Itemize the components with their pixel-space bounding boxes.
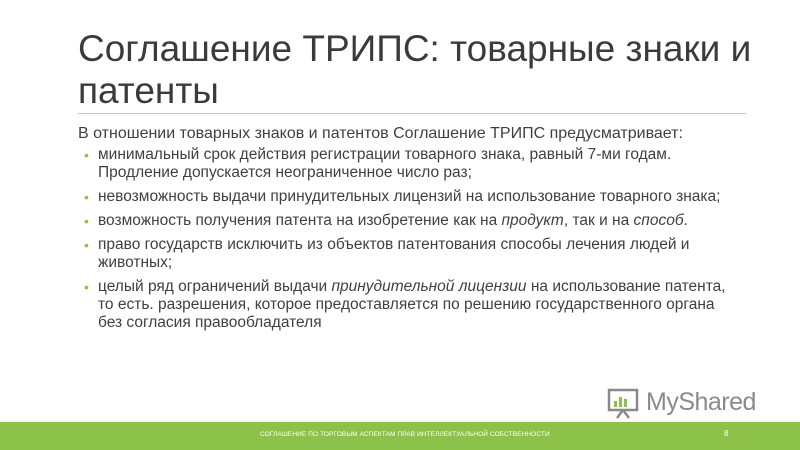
bullet-text: право государств исключить из объектов патентования способы лечения людей и животных; bbox=[98, 236, 690, 271]
page-number: 8 bbox=[724, 429, 729, 438]
bullet-text: минимальный срок действия регистрации товарного знака, равный 7-ми годам. Продление допускается неограниченное число раз; bbox=[98, 146, 672, 181]
bullet-dot-icon: • bbox=[84, 237, 89, 253]
bullet-text: продукт bbox=[501, 212, 564, 229]
slide-title: Соглашение ТРИПС: товарные знаки и патенты bbox=[78, 28, 752, 111]
bullet-text: целый ряд ограничений выдачи bbox=[98, 278, 332, 295]
bullet-dot-icon: • bbox=[84, 147, 89, 163]
bullet-dot-icon: • bbox=[84, 279, 89, 295]
bullet-text: способ bbox=[633, 212, 684, 229]
intro-text: В отношении товарных знаков и патентов Соглашение ТРИПС предусматривает: bbox=[78, 125, 683, 142]
bullet-item bbox=[84, 236, 734, 272]
bullet-item bbox=[84, 146, 734, 182]
bullet-dot-icon: • bbox=[84, 189, 89, 205]
myshared-logo bbox=[606, 386, 776, 420]
logo-text: MyShared bbox=[646, 388, 756, 416]
footer-text: СОГЛАШЕНИЕ ПО ТОРГОВЫМ АСПЕКТАМ ПРАВ ИНТЕЛЛЕКТУАЛЬНОЙ СОБСТВЕННОСТИ bbox=[260, 431, 550, 438]
bullet-text: принудительной лицензии bbox=[331, 278, 527, 295]
bullet-text: возможность получения патента на изобретение как на bbox=[98, 212, 502, 229]
bullet-text: , так и на bbox=[563, 212, 634, 229]
bullet-list bbox=[84, 146, 734, 338]
footer-bar bbox=[0, 422, 800, 450]
bullet-item bbox=[84, 212, 734, 230]
bullet-text: на использование патента, то есть. разрешения, которое предоставляется по решению государственного органа без согласия правообладателя bbox=[98, 278, 726, 331]
presentation-board-icon bbox=[606, 386, 640, 420]
title-divider bbox=[78, 113, 746, 114]
bullet-dot-icon: • bbox=[84, 213, 89, 229]
bullet-item bbox=[84, 188, 734, 206]
bullet-item bbox=[84, 278, 734, 332]
bullet-text: невозможность выдачи принудительных лицензий на использование товарного знака; bbox=[98, 188, 721, 205]
bullet-text: . bbox=[683, 212, 688, 229]
